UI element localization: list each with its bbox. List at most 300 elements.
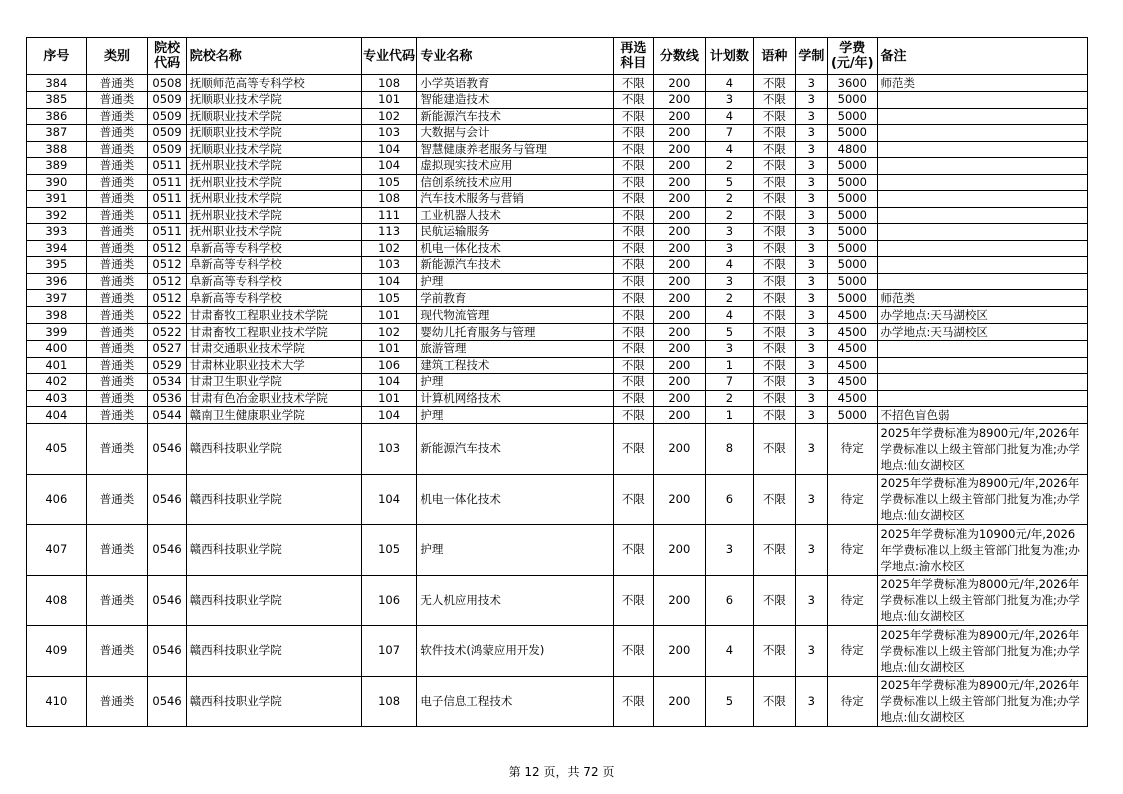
cell-major-name: 新能源汽车技术 [417,424,613,475]
cell-seq: 400 [27,341,87,358]
cell-note [877,108,1087,125]
cell-school-code: 0512 [148,257,186,274]
cell-school-code: 0509 [148,92,186,109]
cell-major-name: 现代物流管理 [417,307,613,324]
cell-school-name: 阜新高等专科学校 [186,273,361,290]
table-row [27,626,1088,677]
cell-language: 不限 [754,390,795,407]
cell-major-code: 111 [361,207,417,224]
cell-category: 普通类 [86,273,148,290]
table-row [27,207,1088,224]
cell-plan: 3 [705,525,754,576]
cell-major-name: 机电一体化技术 [417,240,613,257]
table-row [27,75,1088,92]
cell-language: 不限 [754,141,795,158]
cell-fee: 待定 [828,626,878,677]
cell-years: 3 [795,108,827,125]
cell-note [877,357,1087,374]
cell-years: 3 [795,525,827,576]
cell-fee: 5000 [828,92,878,109]
cell-school-name: 抚顺师范高等专科学校 [186,75,361,92]
cell-category: 普通类 [86,626,148,677]
table-row [27,273,1088,290]
cell-major-code: 105 [361,290,417,307]
cell-major-code: 104 [361,407,417,424]
cell-reselect: 不限 [613,307,653,324]
cell-plan: 4 [705,307,754,324]
cell-major-name: 学前教育 [417,290,613,307]
cell-school-code: 0546 [148,626,186,677]
cell-school-name: 赣南卫生健康职业学院 [186,407,361,424]
cell-score: 200 [654,224,706,241]
cell-reselect: 不限 [613,341,653,358]
cell-reselect: 不限 [613,525,653,576]
cell-major-name: 护理 [417,273,613,290]
cell-reselect: 不限 [613,357,653,374]
cell-plan: 6 [705,575,754,626]
cell-reselect: 不限 [613,75,653,92]
cell-category: 普通类 [86,141,148,158]
cell-language: 不限 [754,626,795,677]
cell-note: 2025年学费标准为8900元/年,2026年学费标准以上级主管部门批复为准;办学地点:仙女湖校区 [877,626,1087,677]
table-row [27,407,1088,424]
cell-major-code: 108 [361,676,417,727]
cell-major-code: 104 [361,374,417,391]
cell-note [877,125,1087,142]
cell-seq: 404 [27,407,87,424]
cell-school-name: 赣西科技职业学院 [186,424,361,475]
cell-fee: 3600 [828,75,878,92]
cell-note [877,374,1087,391]
cell-school-name: 甘肃卫生职业学院 [186,374,361,391]
cell-language: 不限 [754,174,795,191]
table-body [27,75,1088,727]
cell-years: 3 [795,324,827,341]
cell-seq: 389 [27,158,87,175]
cell-fee: 4500 [828,374,878,391]
cell-seq: 407 [27,525,87,576]
cell-category: 普通类 [86,125,148,142]
cell-fee: 4500 [828,341,878,358]
cell-plan: 2 [705,158,754,175]
header-major-code: 专业代码 [361,38,417,75]
cell-school-code: 0546 [148,575,186,626]
header-score: 分数线 [654,38,706,75]
table-row [27,474,1088,525]
cell-major-name: 机电一体化技术 [417,474,613,525]
cell-years: 3 [795,207,827,224]
table-row [27,424,1088,475]
page-footer: 第 12 页，共 72 页 [508,765,615,779]
cell-plan: 4 [705,141,754,158]
cell-school-name: 抚州职业技术学院 [186,158,361,175]
cell-seq: 406 [27,474,87,525]
cell-school-name: 甘肃畜牧工程职业技术学院 [186,324,361,341]
cell-school-name: 甘肃有色冶金职业技术学院 [186,390,361,407]
cell-seq: 392 [27,207,87,224]
cell-category: 普通类 [86,474,148,525]
table-row [27,676,1088,727]
cell-major-name: 信创系统技术应用 [417,174,613,191]
cell-score: 200 [654,474,706,525]
cell-major-name: 护理 [417,407,613,424]
cell-category: 普通类 [86,92,148,109]
cell-language: 不限 [754,374,795,391]
cell-note: 2025年学费标准为8000元/年,2026年学费标准以上级主管部门批复为准;办学地点:仙女湖校区 [877,575,1087,626]
cell-category: 普通类 [86,174,148,191]
cell-seq: 391 [27,191,87,208]
cell-score: 200 [654,390,706,407]
header-language: 语种 [754,38,795,75]
cell-note: 2025年学费标准为8900元/年,2026年学费标准以上级主管部门批复为准;办学地点:仙女湖校区 [877,676,1087,727]
header-years: 学制 [795,38,827,75]
cell-plan: 2 [705,191,754,208]
cell-school-code: 0508 [148,75,186,92]
cell-school-code: 0509 [148,125,186,142]
cell-plan: 3 [705,92,754,109]
cell-major-code: 104 [361,273,417,290]
cell-school-name: 抚顺职业技术学院 [186,108,361,125]
cell-school-name: 阜新高等专科学校 [186,257,361,274]
cell-category: 普通类 [86,424,148,475]
cell-major-name: 汽车技术服务与营销 [417,191,613,208]
table-row [27,390,1088,407]
cell-score: 200 [654,257,706,274]
cell-major-name: 大数据与会计 [417,125,613,142]
cell-score: 200 [654,191,706,208]
cell-seq: 396 [27,273,87,290]
cell-seq: 397 [27,290,87,307]
cell-language: 不限 [754,307,795,324]
cell-score: 200 [654,307,706,324]
cell-language: 不限 [754,191,795,208]
cell-school-name: 抚顺职业技术学院 [186,92,361,109]
cell-note [877,207,1087,224]
cell-fee: 5000 [828,125,878,142]
cell-years: 3 [795,357,827,374]
cell-school-code: 0511 [148,174,186,191]
cell-years: 3 [795,374,827,391]
table-row [27,257,1088,274]
cell-fee: 4500 [828,324,878,341]
cell-reselect: 不限 [613,474,653,525]
cell-plan: 5 [705,324,754,341]
cell-reselect: 不限 [613,240,653,257]
cell-seq: 385 [27,92,87,109]
cell-major-code: 101 [361,390,417,407]
cell-school-code: 0509 [148,108,186,125]
cell-category: 普通类 [86,108,148,125]
cell-reselect: 不限 [613,407,653,424]
cell-reselect: 不限 [613,290,653,307]
cell-major-code: 104 [361,141,417,158]
cell-reselect: 不限 [613,424,653,475]
cell-school-name: 甘肃交通职业技术学院 [186,341,361,358]
cell-years: 3 [795,141,827,158]
cell-score: 200 [654,273,706,290]
cell-school-name: 赣西科技职业学院 [186,676,361,727]
cell-plan: 4 [705,108,754,125]
cell-reselect: 不限 [613,108,653,125]
cell-category: 普通类 [86,257,148,274]
cell-note: 办学地点:天马湖校区 [877,307,1087,324]
cell-reselect: 不限 [613,575,653,626]
cell-years: 3 [795,290,827,307]
cell-reselect: 不限 [613,174,653,191]
cell-seq: 384 [27,75,87,92]
cell-years: 3 [795,676,827,727]
cell-category: 普通类 [86,525,148,576]
cell-years: 3 [795,474,827,525]
cell-fee: 待定 [828,424,878,475]
cell-major-name: 建筑工程技术 [417,357,613,374]
cell-score: 200 [654,108,706,125]
cell-years: 3 [795,158,827,175]
cell-major-name: 智慧健康养老服务与管理 [417,141,613,158]
cell-years: 3 [795,424,827,475]
cell-plan: 8 [705,424,754,475]
cell-language: 不限 [754,92,795,109]
cell-fee: 4500 [828,390,878,407]
cell-plan: 2 [705,290,754,307]
table-row [27,141,1088,158]
cell-fee: 5000 [828,257,878,274]
table-row [27,158,1088,175]
cell-major-code: 102 [361,108,417,125]
cell-score: 200 [654,207,706,224]
cell-reselect: 不限 [613,207,653,224]
cell-reselect: 不限 [613,125,653,142]
cell-language: 不限 [754,224,795,241]
cell-note: 2025年学费标准为8900元/年,2026年学费标准以上级主管部门批复为准;办学地点:仙女湖校区 [877,474,1087,525]
cell-school-code: 0546 [148,525,186,576]
cell-score: 200 [654,357,706,374]
cell-score: 200 [654,407,706,424]
cell-school-name: 阜新高等专科学校 [186,240,361,257]
table-row [27,240,1088,257]
cell-major-code: 103 [361,424,417,475]
cell-major-name: 工业机器人技术 [417,207,613,224]
table-row [27,108,1088,125]
cell-major-code: 101 [361,341,417,358]
cell-school-name: 甘肃林业职业技术大学 [186,357,361,374]
cell-language: 不限 [754,207,795,224]
table-row [27,357,1088,374]
cell-language: 不限 [754,75,795,92]
cell-school-name: 赣西科技职业学院 [186,626,361,677]
cell-language: 不限 [754,125,795,142]
cell-score: 200 [654,424,706,475]
cell-years: 3 [795,341,827,358]
cell-seq: 388 [27,141,87,158]
cell-major-code: 105 [361,174,417,191]
cell-major-code: 103 [361,257,417,274]
header-seq: 序号 [27,38,87,75]
cell-major-code: 103 [361,125,417,142]
cell-school-code: 0522 [148,307,186,324]
cell-major-name: 电子信息工程技术 [417,676,613,727]
cell-major-code: 101 [361,92,417,109]
cell-fee: 4500 [828,357,878,374]
cell-category: 普通类 [86,357,148,374]
cell-language: 不限 [754,240,795,257]
header-category: 类别 [86,38,148,75]
cell-major-code: 105 [361,525,417,576]
cell-note [877,191,1087,208]
cell-reselect: 不限 [613,92,653,109]
cell-school-name: 赣西科技职业学院 [186,575,361,626]
cell-major-code: 113 [361,224,417,241]
cell-fee: 5000 [828,174,878,191]
cell-school-name: 抚顺职业技术学院 [186,125,361,142]
cell-score: 200 [654,341,706,358]
cell-score: 200 [654,158,706,175]
cell-major-name: 虚拟现实技术应用 [417,158,613,175]
cell-major-name: 护理 [417,525,613,576]
cell-school-name: 甘肃畜牧工程职业技术学院 [186,307,361,324]
cell-language: 不限 [754,158,795,175]
cell-fee: 5000 [828,224,878,241]
cell-school-name: 抚州职业技术学院 [186,191,361,208]
cell-category: 普通类 [86,374,148,391]
cell-language: 不限 [754,324,795,341]
cell-major-name: 民航运输服务 [417,224,613,241]
cell-plan: 3 [705,224,754,241]
cell-score: 200 [654,92,706,109]
cell-school-code: 0512 [148,273,186,290]
cell-score: 200 [654,75,706,92]
cell-score: 200 [654,324,706,341]
cell-plan: 4 [705,626,754,677]
cell-language: 不限 [754,290,795,307]
cell-category: 普通类 [86,224,148,241]
cell-category: 普通类 [86,207,148,224]
cell-reselect: 不限 [613,626,653,677]
cell-seq: 405 [27,424,87,475]
cell-fee: 5000 [828,207,878,224]
cell-years: 3 [795,390,827,407]
cell-plan: 3 [705,273,754,290]
cell-fee: 待定 [828,525,878,576]
cell-category: 普通类 [86,407,148,424]
cell-major-code: 108 [361,75,417,92]
table-header-row [27,38,1088,75]
cell-plan: 6 [705,474,754,525]
cell-fee: 4800 [828,141,878,158]
cell-category: 普通类 [86,240,148,257]
cell-major-name: 新能源汽车技术 [417,257,613,274]
cell-seq: 387 [27,125,87,142]
cell-note: 办学地点:天马湖校区 [877,324,1087,341]
cell-major-name: 软件技术(鸿蒙应用开发) [417,626,613,677]
cell-fee: 4500 [828,307,878,324]
cell-language: 不限 [754,676,795,727]
table-row [27,191,1088,208]
cell-school-code: 0511 [148,207,186,224]
cell-language: 不限 [754,273,795,290]
cell-note: 师范类 [877,290,1087,307]
cell-language: 不限 [754,474,795,525]
cell-plan: 1 [705,407,754,424]
cell-plan: 3 [705,341,754,358]
cell-major-name: 小学英语教育 [417,75,613,92]
cell-major-name: 无人机应用技术 [417,575,613,626]
cell-years: 3 [795,92,827,109]
cell-score: 200 [654,141,706,158]
cell-plan: 4 [705,75,754,92]
table-row [27,374,1088,391]
cell-note: 不招色盲色弱 [877,407,1087,424]
cell-plan: 7 [705,374,754,391]
cell-fee: 待定 [828,676,878,727]
cell-years: 3 [795,75,827,92]
cell-plan: 1 [705,357,754,374]
cell-language: 不限 [754,424,795,475]
cell-years: 3 [795,125,827,142]
cell-reselect: 不限 [613,390,653,407]
table-row [27,92,1088,109]
cell-years: 3 [795,240,827,257]
cell-school-name: 抚州职业技术学院 [186,224,361,241]
table-row [27,174,1088,191]
cell-note [877,141,1087,158]
cell-seq: 403 [27,390,87,407]
cell-category: 普通类 [86,75,148,92]
cell-score: 200 [654,525,706,576]
cell-seq: 402 [27,374,87,391]
cell-note [877,92,1087,109]
cell-major-code: 104 [361,474,417,525]
cell-reselect: 不限 [613,224,653,241]
cell-category: 普通类 [86,324,148,341]
header-school-name: 院校名称 [186,38,361,75]
cell-school-name: 抚州职业技术学院 [186,207,361,224]
header-major-name: 专业名称 [417,38,613,75]
cell-seq: 401 [27,357,87,374]
cell-school-name: 抚顺职业技术学院 [186,141,361,158]
cell-note [877,341,1087,358]
cell-note [877,240,1087,257]
cell-school-code: 0546 [148,424,186,475]
cell-major-name: 旅游管理 [417,341,613,358]
table-row [27,324,1088,341]
cell-school-code: 0512 [148,290,186,307]
cell-seq: 393 [27,224,87,241]
cell-seq: 390 [27,174,87,191]
cell-major-code: 101 [361,307,417,324]
admission-plan-table [26,37,1088,727]
table-row [27,525,1088,576]
cell-fee: 5000 [828,191,878,208]
table-row [27,125,1088,142]
cell-score: 200 [654,374,706,391]
cell-major-code: 106 [361,357,417,374]
cell-score: 200 [654,575,706,626]
cell-note: 师范类 [877,75,1087,92]
cell-fee: 5000 [828,273,878,290]
cell-category: 普通类 [86,390,148,407]
cell-fee: 5000 [828,290,878,307]
cell-score: 200 [654,240,706,257]
cell-reselect: 不限 [613,257,653,274]
cell-school-name: 赣西科技职业学院 [186,525,361,576]
cell-fee: 5000 [828,407,878,424]
cell-years: 3 [795,307,827,324]
cell-major-name: 护理 [417,374,613,391]
cell-major-code: 108 [361,191,417,208]
cell-seq: 410 [27,676,87,727]
cell-seq: 386 [27,108,87,125]
